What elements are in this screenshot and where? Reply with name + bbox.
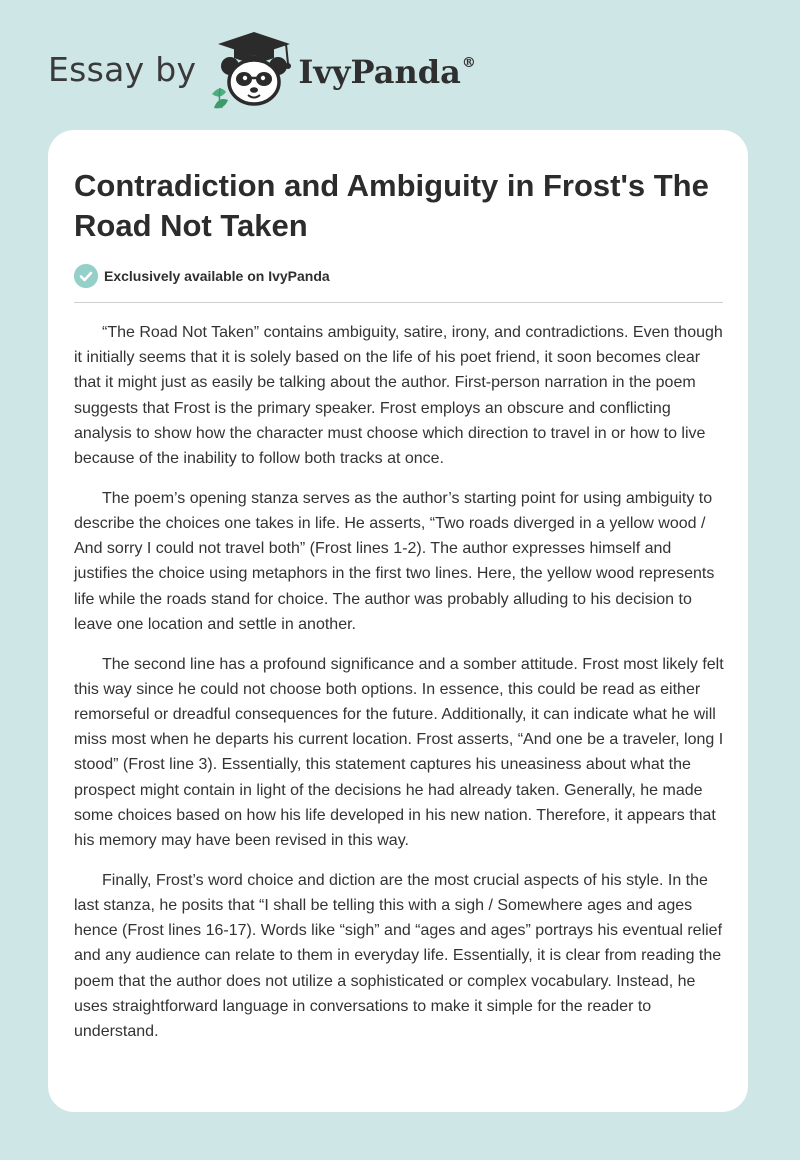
- site-header: [48, 30, 476, 110]
- essay-card: [48, 130, 748, 1112]
- panda-logo-icon[interactable]: [206, 30, 296, 110]
- registered-mark: ®: [461, 55, 476, 72]
- essay-by-label: Essay by: [48, 49, 197, 89]
- brand-name[interactable]: IvyPanda®: [298, 53, 476, 91]
- essay-body: [74, 320, 726, 1059]
- exclusive-badge-label: Exclusively available on IvyPanda: [104, 268, 330, 284]
- essay-paragraph: “The Road Not Taken” contains ambiguity, satire, irony, and contradictions. Even though it initially seems that it is solely based on the life of his poet friend, it soon becomes clear that it might just as easily be talking about the author. First-person narration in the poem suggests that Frost is the primary speaker. Frost employs an obscure and conflicting analysis to show how the character must choose which direction to travel in or how to live because of the inability to follow both tracks at once.: [74, 324, 723, 468]
- essay-paragraph: The second line has a profound significance and a somber attitude. Frost most likely felt this way since he could not choose both options. In essence, this could be read as either remorseful or dreadful consequences for the future. Additionally, it can indicate what he will miss most when he departs his current location. Frost asserts, “And one be a traveler, long I stood” (Frost line 3). Essentially, this statement captures his uneasiness about what the prospect might contain in light of the decisions he had already taken. Generally, he made some choices based on how his life developed in his new nation. Therefore, it appears that his memory may have been revised in this way.: [74, 655, 724, 850]
- title-divider: [74, 302, 723, 303]
- essay-title: Contradiction and Ambiguity in Frost's The Road Not Taken: [74, 168, 709, 243]
- checkmark-icon: [74, 264, 98, 288]
- essay-paragraph: Finally, Frost’s word choice and diction are the most crucial aspects of his style. In the last stanza, he posits that “I shall be telling this with a sigh / Somewhere ages and ages hence (Frost lines 16-17). Words like “sigh” and “ages and ages” portrays his eventual relief and any audience can relate to them in everyday life. Essentially, it is clear from reading the poem that the author does not utilize a sophisticated or complex vocabulary. Instead, he uses straightforward language in conversations to make it simple for the reader to understand.: [74, 871, 723, 1041]
- essay-paragraph: The poem’s opening stanza serves as the author’s starting point for using ambiguity to describe the choices one takes in life. He asserts, “Two roads diverged in a yellow wood / And sorry I could not travel both” (Frost lines 1-2). The author expresses himself and justifies the choice using metaphors in the first two lines. Here, the yellow wood represents life while the roads stand for choice. The author was probably alluding to his decision to leave one location and settle in another.: [74, 489, 715, 633]
- exclusive-badge: [74, 264, 330, 288]
